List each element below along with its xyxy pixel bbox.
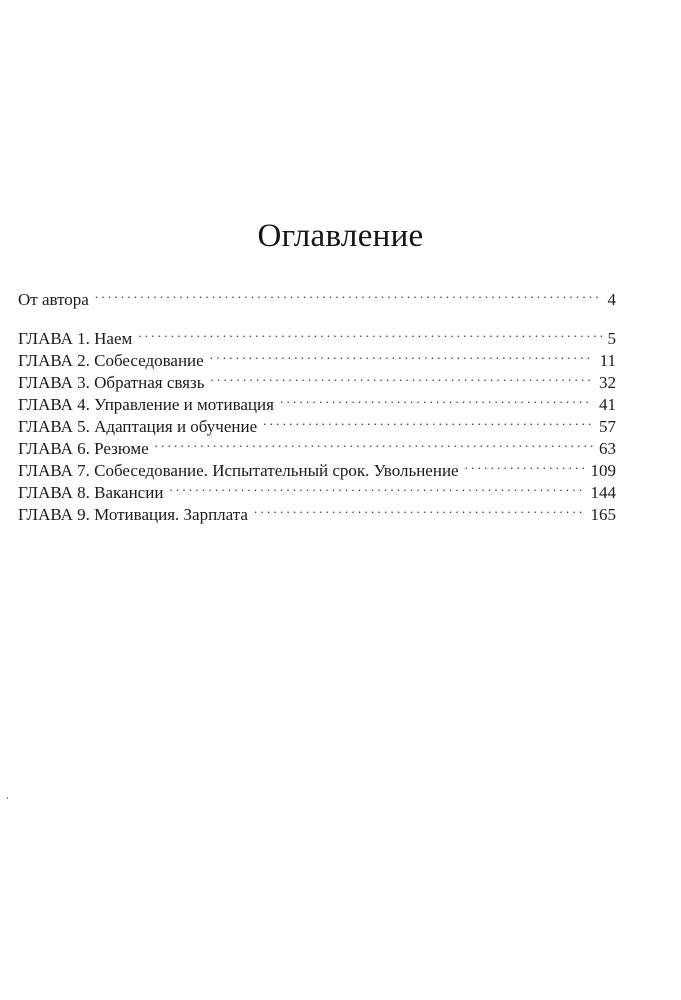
toc-entry: [18, 322, 616, 348]
toc-entry: [18, 388, 616, 414]
page-title: Оглавление: [257, 218, 424, 254]
toc-entry: [18, 410, 616, 436]
toc-entry-page: 57: [593, 416, 616, 438]
toc-entry: [18, 498, 616, 524]
toc-entry-page: 63: [593, 438, 616, 460]
toc-leader-dots: [95, 283, 602, 305]
toc-entry-label: ГЛАВА 5. Адаптация и обучение: [18, 416, 263, 438]
toc-entry-page: 144: [585, 482, 617, 504]
toc-leader-dots: [155, 432, 593, 454]
toc-leader-dots: [138, 322, 601, 344]
toc-entry-label: От автора: [18, 289, 95, 311]
toc-leader-dots: [280, 388, 593, 410]
toc-entry-page: 109: [585, 460, 617, 482]
toc-leader-dots: [465, 454, 585, 476]
toc-entry: [18, 432, 616, 458]
toc-entry-label: ГЛАВА 9. Мотивация. Зарплата: [18, 504, 254, 526]
toc-entry: [18, 344, 616, 370]
toc-entry: [18, 476, 616, 502]
toc-entry-page: 11: [594, 350, 616, 372]
toc-entry-page: 41: [593, 394, 616, 416]
toc-entry: [18, 454, 616, 480]
toc-entry-label: ГЛАВА 1. Наем: [18, 328, 138, 350]
toc-leader-dots: [210, 366, 593, 388]
toc-leader-dots: [254, 498, 585, 520]
scan-speck: [7, 797, 8, 799]
toc-entry-label: ГЛАВА 4. Управление и мотивация: [18, 394, 280, 416]
toc-entry-label: ГЛАВА 6. Резюме: [18, 438, 155, 460]
toc-entry-label: ГЛАВА 8. Вакансии: [18, 482, 169, 504]
toc-entry-page: 5: [602, 328, 617, 350]
toc-entry-page: 32: [593, 372, 616, 394]
toc-entry: [18, 366, 616, 392]
toc-leader-dots: [169, 476, 584, 498]
toc-entry-page: 4: [602, 289, 617, 311]
toc-entry-page: 165: [585, 504, 617, 526]
toc-entry-label: ГЛАВА 2. Собеседование: [18, 350, 210, 372]
toc-leader-dots: [263, 410, 593, 432]
toc-entry-label: ГЛАВА 7. Собеседование. Испытательный срок. Увольнение: [18, 460, 465, 482]
toc-entry: [18, 283, 616, 309]
toc-entry-label: ГЛАВА 3. Обратная связь: [18, 372, 210, 394]
toc-leader-dots: [210, 344, 594, 366]
